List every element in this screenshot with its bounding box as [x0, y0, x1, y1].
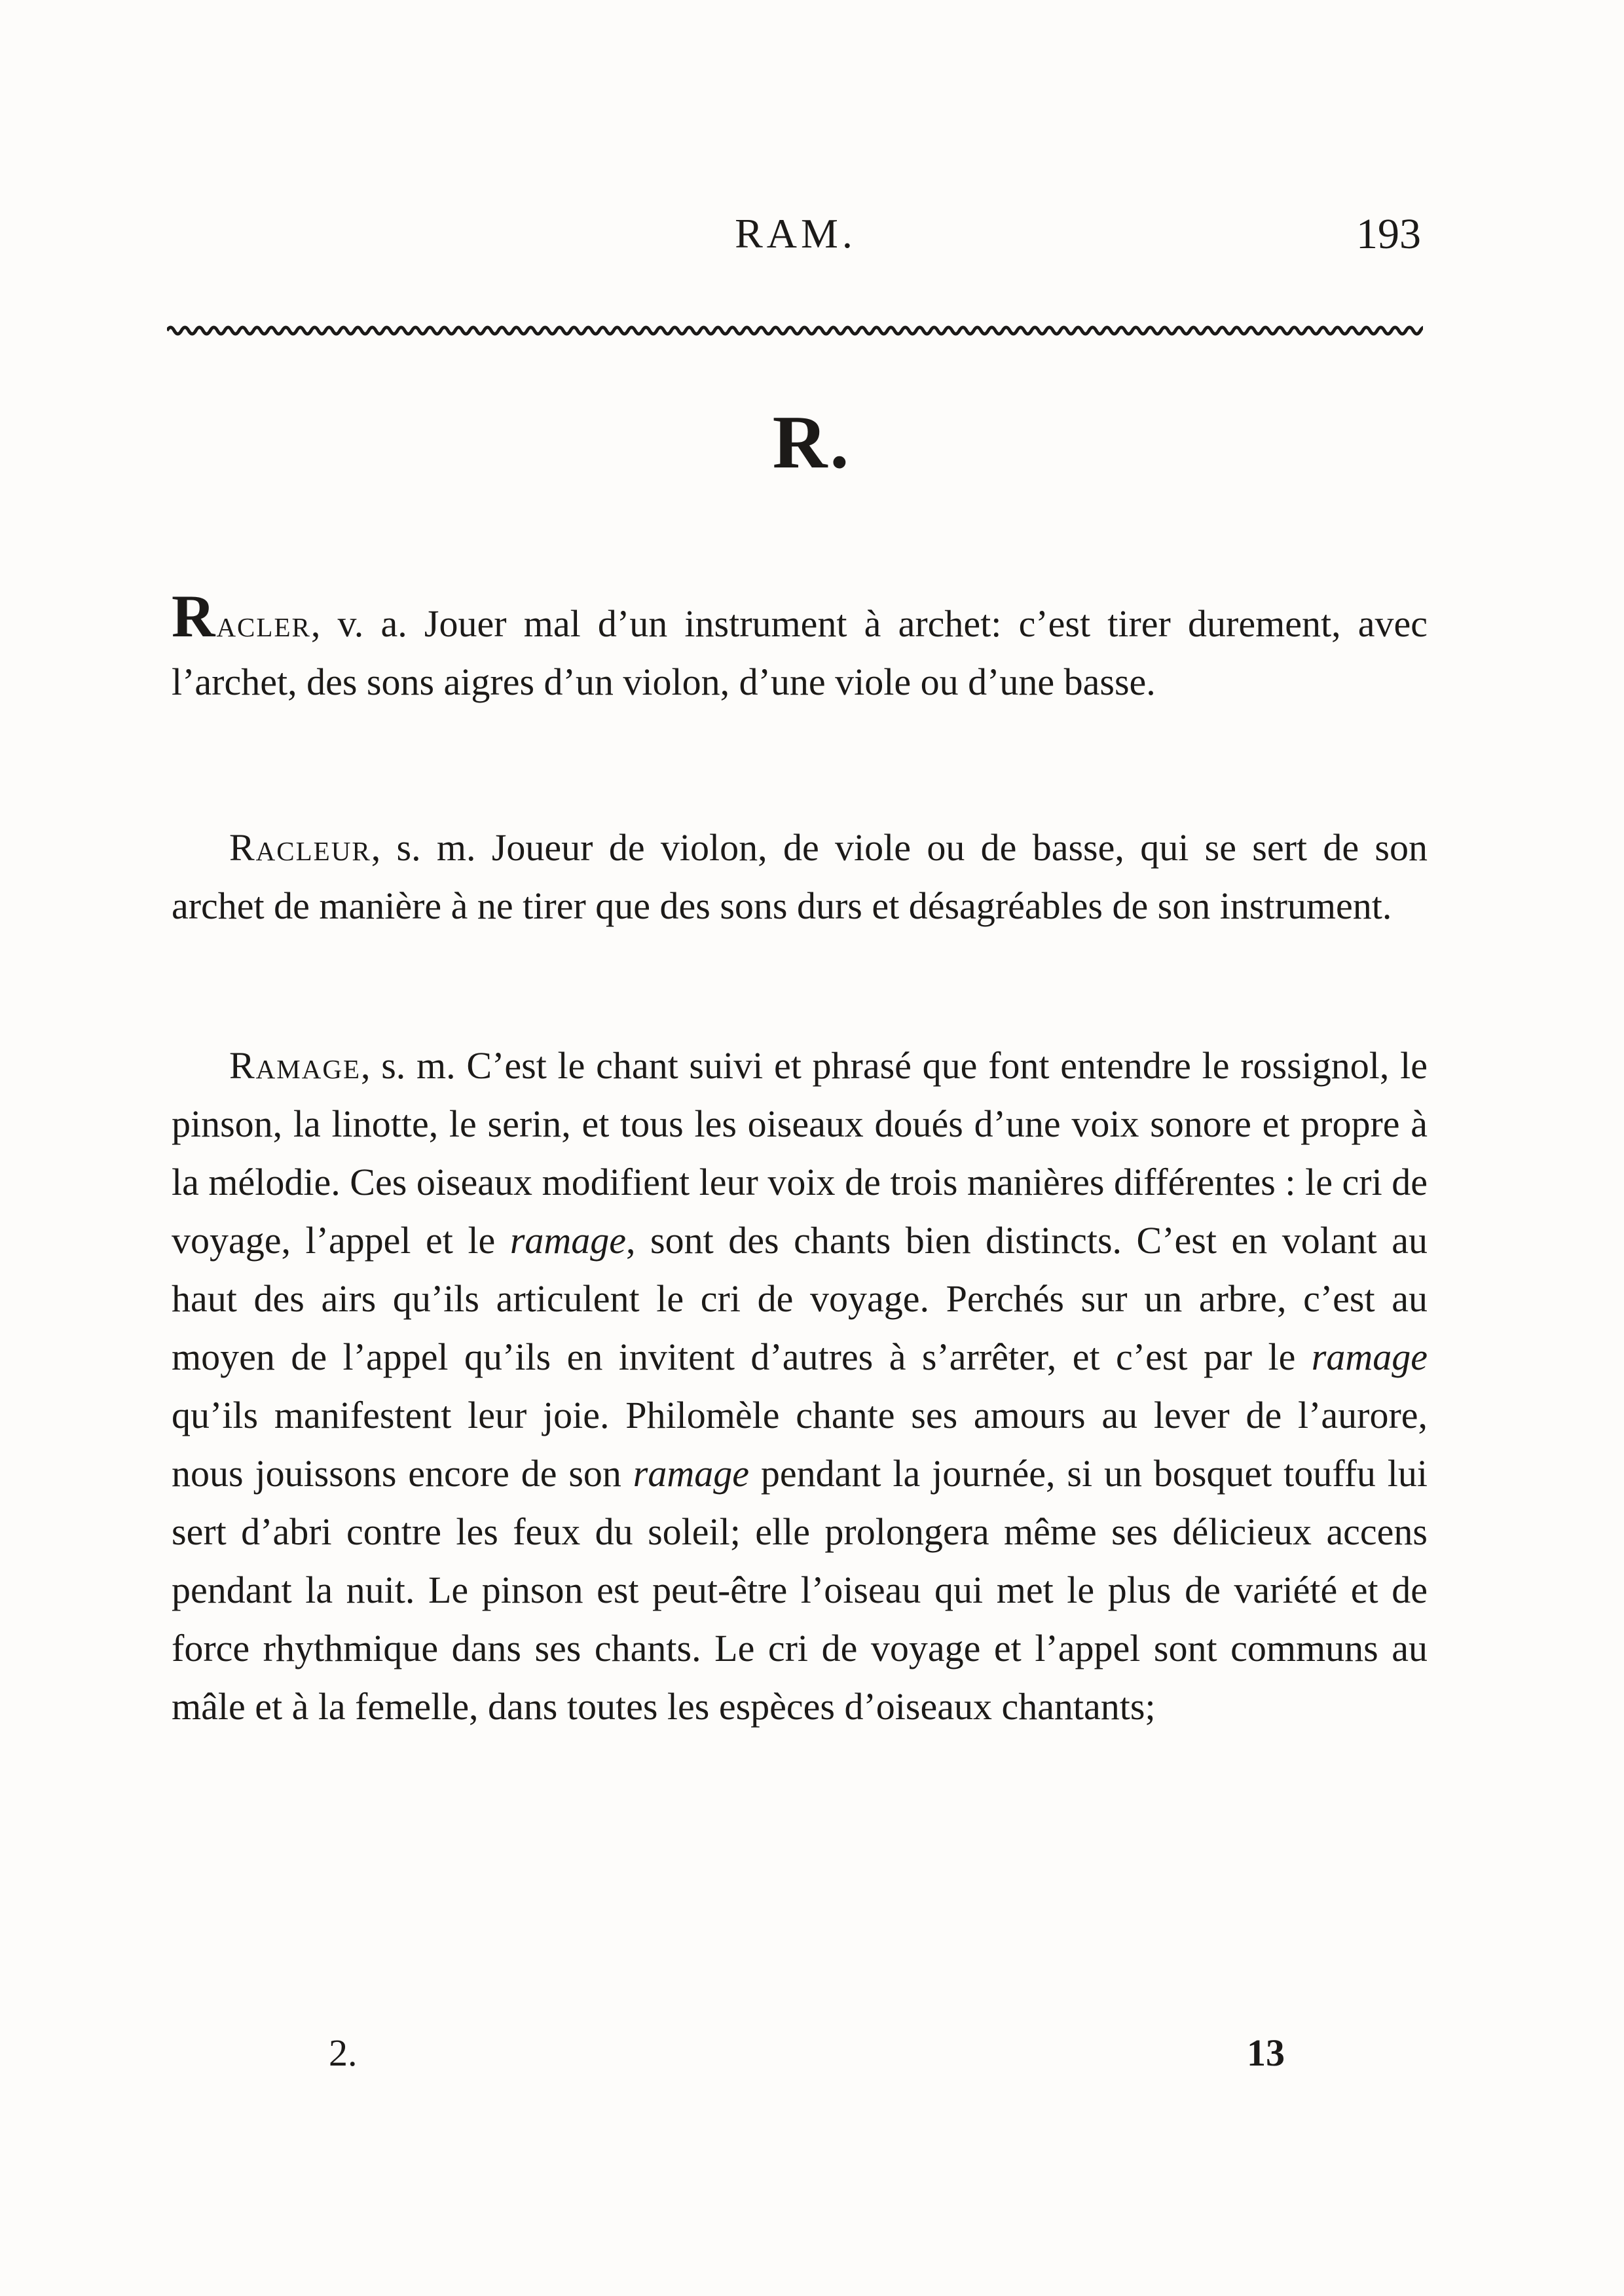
section-letter: R. [772, 401, 852, 484]
entry-racler-text: , v. a. Jouer mal d’un instrument à archet: c’est tirer durement, avec l’archet, des sons aigres d’un violon, d’une viole ou d’une basse. [172, 602, 1428, 703]
running-head [170, 196, 1421, 268]
ornamental-wavy-rule [167, 322, 1423, 339]
entry-racler [172, 583, 1428, 711]
headword-initial: R [172, 583, 217, 649]
entry-ramage-text-3: qu’ils manifestent leur joie. Philomèle chante ses amours au lever de l’aurore, nous jouissons encore de son [172, 1394, 1428, 1495]
running-title: RAM. [735, 210, 857, 257]
page-number: 193 [1356, 210, 1421, 258]
headword-racleur: Racleur [229, 826, 371, 869]
headword-racler [172, 583, 311, 649]
signature-mark: 2. [329, 2032, 358, 2074]
gathering-number: 13 [1247, 2032, 1285, 2074]
headword-rest: acler [216, 602, 311, 645]
entry-ramage-text-4: pendant la journée, si un bosquet touffu lui sert d’abri contre les feux du soleil; elle prolongera même ses délicieux accens pendant la nuit. Le pinson est peut-être l’oiseau qui met le plus de variété et de force rhythmique dans ses chants. Le cri de voyage et l’appel sont communs au mâle et à la femelle, dans toutes les espèces d’oiseaux chantants; [172, 1452, 1428, 1728]
entry-ramage [172, 1036, 1428, 1736]
entry-racleur-text: , s. m. Joueur de violon, de viole ou de basse, qui se sert de son archet de manière à ne tirer que des sons durs et désagréables de son instrument. [172, 826, 1428, 927]
italic-ramage-2: ramage [1311, 1336, 1428, 1378]
italic-ramage-1: ramage [509, 1219, 627, 1262]
entry-racleur [172, 818, 1428, 935]
italic-ramage-3: ramage [633, 1452, 749, 1495]
entry-ramage-text-1: , s. m. C’est le chant suivi et phrasé que font entendre le rossignol, le pinson, la linotte, le serin, et tous les oiseaux doués d’une voix sonore et propre à la mélodie. Ces oiseaux modifient leur voix de trois manières différentes : le cri de voyage, l’appel et le [172, 1044, 1428, 1262]
headword-ramage: Ramage [229, 1044, 361, 1087]
page-footer [172, 2031, 1428, 2083]
entry-ramage-text-2: , sont des chants bien distincts. C’est en volant au haut des airs qu’ils articulent le cri de voyage. Perchés sur un arbre, c’est au moyen de l’appel qu’ils en invitent d’autres à s’arrêter, et c’est par le [172, 1219, 1428, 1378]
